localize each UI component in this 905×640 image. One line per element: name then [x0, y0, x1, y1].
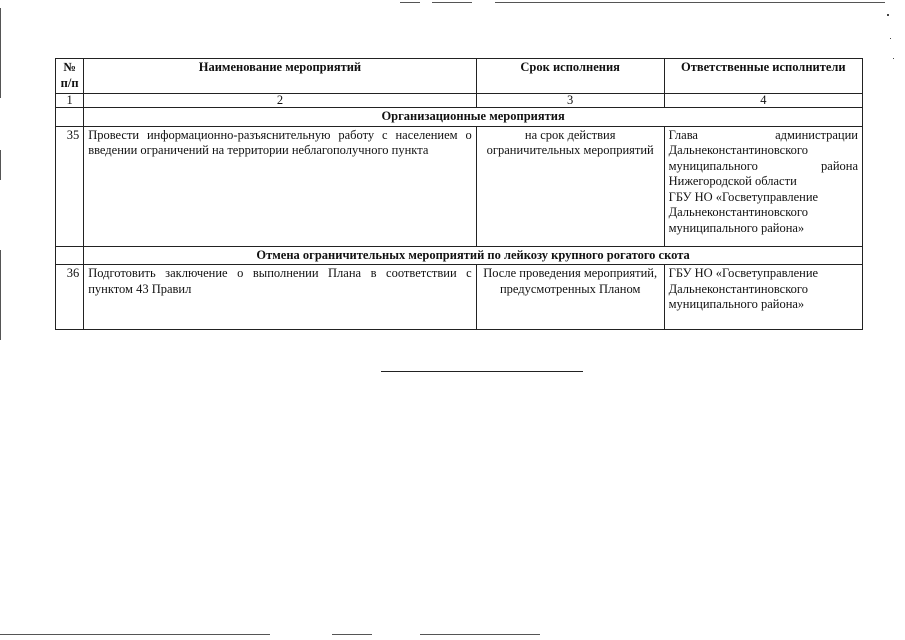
responsible-line: Нижегородской области — [668, 174, 797, 188]
responsible-line: ГБУ НО «Госветуправление — [668, 266, 819, 280]
table-row — [56, 126, 863, 246]
deadline: После проведения мероприятий, предусмотренных Планом — [476, 265, 664, 330]
scan-artifact-dot — [887, 14, 889, 16]
scan-artifact-line — [0, 634, 270, 635]
section-header-row — [56, 246, 863, 265]
section-title: Организационные мероприятия — [84, 108, 863, 127]
responsible — [664, 265, 862, 330]
section-spacer — [56, 108, 84, 127]
column-index: 2 — [84, 94, 477, 108]
scan-artifact-line — [0, 8, 1, 98]
responsible — [664, 126, 862, 246]
action-plan-table — [55, 58, 863, 330]
activity-name: Подготовить заключение о выполнении Плана в соответствии с пунктом 43 Правил — [84, 265, 477, 330]
header-activity-name: Наименование мероприятий — [84, 59, 477, 94]
section-spacer — [56, 246, 84, 265]
section-title: Отмена ограничительных мероприятий по лейкозу крупного рогатого скота — [84, 246, 863, 265]
responsible-line: Глава администрации — [668, 127, 858, 142]
row-number: 36 — [56, 265, 84, 330]
row-number: 35 — [56, 126, 84, 246]
activity-name: Провести информационно-разъяснительную работу с населением о введении ограничений на территории неблагополучного пункта — [84, 126, 477, 246]
scan-artifact-dot — [890, 38, 891, 39]
scan-artifact-line — [0, 150, 1, 180]
responsible-line: муниципального района» — [668, 297, 805, 311]
responsible-line: Дальнеконстантиновского — [668, 281, 808, 296]
scan-artifact-line — [420, 634, 540, 635]
scan-artifact-line — [0, 250, 1, 340]
table-row — [56, 265, 863, 330]
column-index: 4 — [664, 94, 862, 108]
column-index: 3 — [476, 94, 664, 108]
deadline: на срок действия ограничительных мероприятий — [476, 126, 664, 246]
scan-artifact-line — [432, 2, 472, 3]
column-index-row — [56, 94, 863, 108]
scan-artifact-line — [332, 634, 372, 635]
responsible-line: Дальнеконстантиновского — [668, 205, 808, 219]
column-index: 1 — [56, 94, 84, 108]
table-header-row — [56, 59, 863, 94]
scan-artifact-dot — [893, 58, 894, 59]
responsible-line: муниципального района» — [668, 220, 805, 235]
header-number: № п/п — [56, 59, 84, 94]
responsible-line: Дальнеконстантиновского — [668, 143, 808, 157]
responsible-line: ГБУ НО «Госветуправление — [668, 189, 819, 204]
header-responsible: Ответственные исполнители — [664, 59, 862, 94]
section-header-row — [56, 108, 863, 127]
end-of-document-rule — [381, 371, 583, 372]
header-deadline: Срок исполнения — [476, 59, 664, 94]
scan-artifact-line — [495, 2, 885, 3]
responsible-line: муниципального района — [668, 158, 858, 173]
scan-artifact-line — [400, 2, 420, 3]
